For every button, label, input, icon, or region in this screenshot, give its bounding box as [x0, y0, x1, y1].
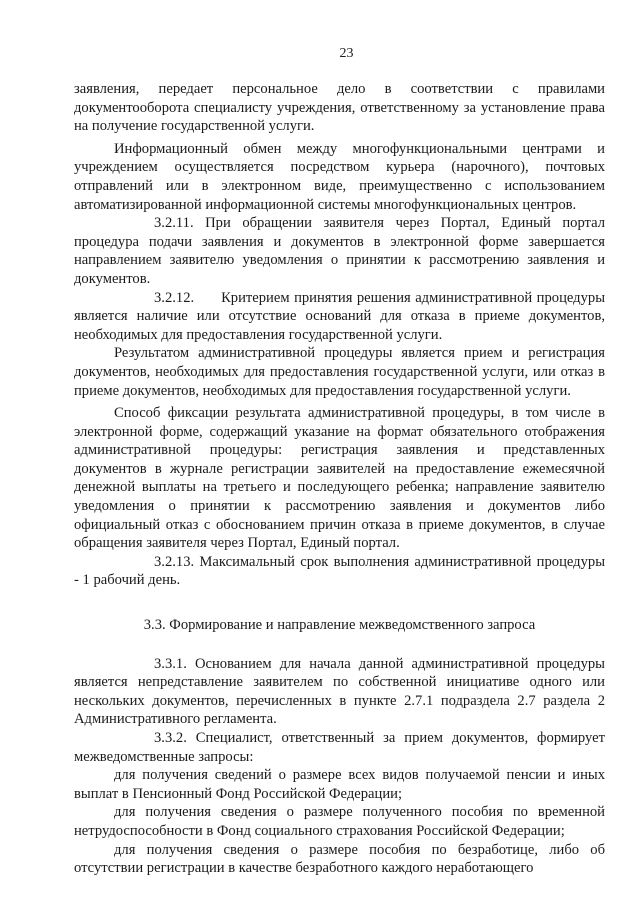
clause-number: 3.2.11. — [154, 215, 194, 232]
paragraph-3-3-1: 3.3.1. Основанием для начала данной административной процедуры является непредставление заявителем по собственной инициативе одного или нескольких документов, перечисленных в пункте 2.7.1 подраздела 2.7 раздела 2 Административного регламента. — [74, 655, 605, 728]
clause-number: 3.3.2. — [154, 730, 187, 746]
paragraph-fixation: Способ фиксации результата административной процедуры, в том числе в электронной форме, содержащий указание на формат обязательного отображения административной процедуры: регистрация заявления и представленных документов в журнале регистрации заявителей на предоставление ежемесячной денежной выплаты на третьего и последующего ребенка; направление заявителю уведомления о принятии к рассмотрению заявления и документов либо официальный отказ с обоснованием причин отказа в приеме документов, в случае обращения заявителя через Портал, Единый портал. — [74, 405, 605, 552]
list-item-unemployment: для получения сведения о размере пособия по безработице, либо об отсутствии регистрации в качестве безработного каждого неработающего — [74, 841, 605, 877]
paragraph-3-2-13: 3.2.13. Максимальный срок выполнения административной процедуры - 1 рабочий день. — [74, 553, 605, 589]
paragraph-2: Информационный обмен между многофункциональными центрами и учреждением осуществляется посредством курьера (нарочного), почтовых отправлений или в электронном виде, преимущественно с использованием автоматизированной информационной системы многофункциональных центров. — [74, 140, 605, 213]
clause-number: 3.2.12. — [154, 289, 195, 306]
paragraph-result: Результатом административной процедуры является прием и регистрация документов, необходимых для предоставления государственной услуги, или отказ в приеме документов, необходимых для предоставления государственной услуги. — [74, 345, 605, 399]
section-title: 3.3. Формирование и направление межведомственного запроса — [143, 617, 536, 634]
clause-number: 3.3.1. — [154, 655, 187, 672]
paragraph-3-3-2: 3.3.2. Специалист, ответственный за прием документов, формирует межведомственные запросы: — [74, 730, 605, 765]
clause-number: 3.2.13. — [154, 553, 195, 570]
paragraph-3-2-11: 3.2.11. При обращении заявителя через Портал, Единый портал процедура подачи заявления и документов в электронной форме завершается направлением заявителю уведомления о принятии к рассмотрению заявления и документов. — [74, 215, 605, 287]
page-number: 23 — [339, 46, 354, 61]
paragraph-1: заявления, передает персональное дело в соответствии с правилами документооборота специалисту учреждения, ответственному за установление права на получение государственной услуги. — [74, 81, 605, 135]
paragraph-3-2-12: 3.2.12. Критерием принятия решения административной процедуры является наличие или отсутствие оснований для отказа в приеме документов, необходимых для предоставления государственной услуги. — [74, 289, 605, 343]
list-item-social-insurance: для получения сведения о размере полученного пособия по временной нетрудоспособности в Фонд социального страхования Российской Федерации; — [74, 804, 605, 839]
list-item-pension-fund: для получения сведений о размере всех видов получаемой пенсии и иных выплат в Пенсионный Фонд Российской Федерации; — [74, 767, 605, 802]
